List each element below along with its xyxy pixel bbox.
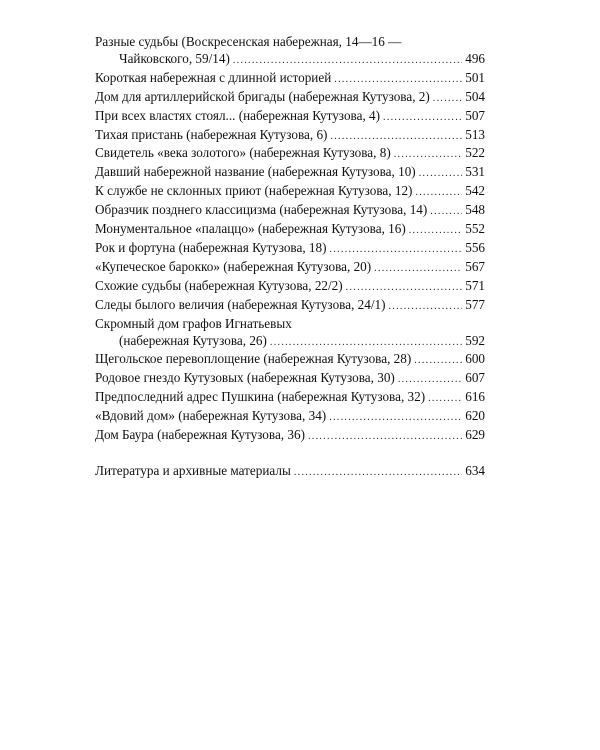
toc-entry-title: Рок и фортуна (набережная Кутузова, 18) [95,239,327,255]
toc-entry [95,221,485,240]
toc-page-number: 634 [465,462,485,478]
toc-page-number: 607 [465,370,485,386]
toc-entry [95,370,485,389]
toc-page-number: 552 [465,221,485,237]
dot-leader [270,335,462,352]
toc-entry [95,145,485,164]
toc-page-number: 531 [465,164,485,180]
toc-entry-title: При всех властях стоял... (набережная Кутузова, 4) [95,107,381,123]
toc-entry-title: «Купеческое барокко» (набережная Кутузова, 20) [95,258,372,274]
dot-leader [330,129,462,146]
toc-entry-title: К службе не склонных приют (набережная Кутузова, 12) [95,183,413,199]
toc-entry-title: Щегольское перевоплощение (набережная Кутузова, 28) [95,351,412,367]
toc-page-number: 592 [465,332,485,348]
toc-entry-title: Тихая пристань (набережная Кутузова, 6) [95,126,328,142]
toc-entry [95,240,485,259]
toc-entry-title: Образчик позднего классицизма (набережная Кутузова, 14) [95,202,428,218]
dot-leader [383,110,462,127]
toc-entry [95,351,485,370]
toc-page-number: 620 [465,408,485,424]
toc-entry-title: «Вдовий дом» (набережная Кутузова, 34) [95,408,327,424]
toc-entry [95,389,485,408]
toc-entry [95,259,485,278]
toc-page-number: 616 [465,389,485,405]
toc-entry [95,316,485,352]
dot-leader [389,299,463,316]
toc-page-number: 542 [465,183,485,199]
table-of-contents [95,34,485,482]
toc-entry-title: Схожие судьбы (набережная Кутузова, 22/2) [95,277,343,293]
dot-leader [398,372,462,389]
toc-entry [95,70,485,89]
toc-entry-title: Родовое гнездо Кутузовых (набережная Кутузова, 30) [95,370,395,386]
toc-entry-title: Давший набережной название (набережная Кутузова, 10) [95,164,416,180]
toc-entry [95,89,485,108]
toc-entry [95,127,485,146]
toc-entry-title: Предпоследний адрес Пушкина (набережная Кутузова, 32) [95,389,426,405]
dot-leader [374,261,462,278]
section-gap [95,446,485,463]
toc-entry-title: Следы былого величия (набережная Кутузова, 24/1) [95,296,386,312]
dot-leader [346,280,463,297]
toc-page-number: 548 [465,202,485,218]
dot-leader [334,72,462,89]
toc-page-number: 629 [465,427,485,443]
toc-entry [95,427,485,446]
toc-entry-title: Дом для артиллерийской бригады (набережная Кутузова, 2) [95,88,430,104]
dot-leader [329,410,462,427]
toc-entry [95,408,485,427]
dot-leader [294,465,462,482]
toc-page-number: 513 [465,126,485,142]
dot-leader [394,147,463,164]
toc-entry-title: Монументальное «палаццо» (набережная Кутузова, 16) [95,221,406,237]
toc-page-number: 577 [465,296,485,312]
dot-leader [419,166,463,183]
toc-entry-title: Дом Баура (набережная Кутузова, 36) [95,427,305,443]
toc-page-number: 496 [465,50,485,66]
toc-entry [95,297,485,316]
toc-entry-title: Разные судьбы (Воскресенская набережная, 14—16 — [95,34,402,49]
toc-page-number: 571 [465,277,485,293]
toc-entry-title-continued: Чайковского, 59/14) [119,50,230,66]
toc-page-number: 556 [465,239,485,255]
toc-entry [95,164,485,183]
toc-page-number: 501 [465,69,485,85]
toc-entry-title: Короткая набережная с длинной историей [95,69,332,85]
dot-leader [414,353,462,370]
toc-entry-title: Литература и архивные материалы [95,462,291,478]
toc-page-number: 600 [465,351,485,367]
toc-page-number: 507 [465,107,485,123]
toc-entry [95,108,485,127]
toc-page-number: 504 [465,88,485,104]
toc-entry [95,34,485,70]
dot-leader [428,391,462,408]
toc-page-number: 522 [465,145,485,161]
toc-entry-title: Свидетель «века золотого» (набережная Кутузова, 8) [95,145,391,161]
toc-entry [95,183,485,202]
toc-entry-bibliography [95,463,485,482]
toc-entry-title: Скромный дом графов Игнатьевых [95,315,292,331]
dot-leader [409,223,462,240]
dot-leader [430,204,462,221]
toc-entry-title-continued: (набережная Кутузова, 26) [119,332,267,348]
dot-leader [330,242,463,259]
dot-leader [233,53,462,70]
dot-leader [433,91,462,108]
dot-leader [308,429,462,446]
toc-entry [95,278,485,297]
toc-entry [95,202,485,221]
toc-page-number: 567 [465,258,485,274]
dot-leader [415,185,462,202]
